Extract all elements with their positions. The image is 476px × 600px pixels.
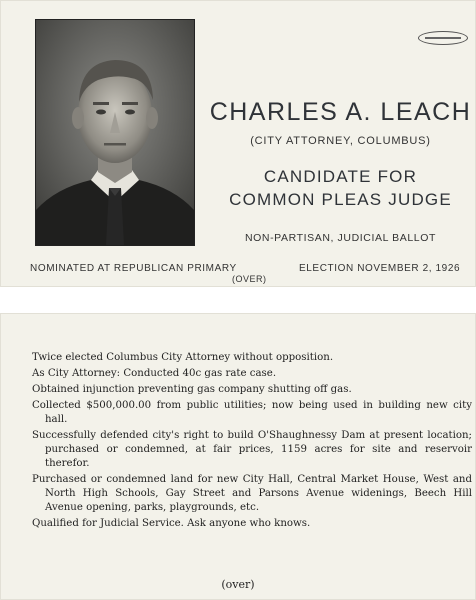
qualification-item: Collected $500,000.00 from public utilities; now being used in building new city hall. [32,400,472,425]
card-front [0,0,476,287]
qualification-item: Twice elected Columbus City Attorney without opposition. [32,352,334,363]
candidacy-line-1: CANDIDATE FOR [263,167,418,186]
nomination-note: NOMINATED AT REPUBLICAN PRIMARY [30,263,237,274]
over-note-back: (over) [221,578,255,591]
candidate-portrait [35,19,195,246]
qualification-item: Purchased or condemned land for new City Hall, Central Market House, West and North High Schools, Gay Street and Parsons Avenue widenings, Beech Hill Avenue opening, parks, playgrounds, etc. [32,474,472,513]
candidate-office: (CITY ATTORNEY, COLUMBUS) [250,135,431,147]
qualification-item: Successfully defended city's right to build O'Shaughnessy Dam at present location; purchased or condemned, at fair prices, 1159 acres for site and reservoir therefor. [32,430,472,469]
card-back [0,313,476,600]
candidate-name: CHARLES A. LEACH [209,98,472,126]
qualification-item: As City Attorney: Conducted 40c gas rate case. [32,368,277,379]
printer-union-seal [418,31,468,45]
portrait-image [36,20,194,245]
over-note-front: (OVER) [232,274,267,284]
qualification-item: Qualified for Judicial Service. Ask anyone who knows. [32,518,311,529]
election-date: ELECTION NOVEMBER 2, 1926 [299,263,461,274]
ballot-type: NON-PARTISAN, JUDICIAL BALLOT [244,232,437,244]
qualification-list [32,351,472,533]
candidacy-line-2: COMMON PLEAS JUDGE [229,190,452,209]
qualification-item: Obtained injunction preventing gas company shutting off gas. [32,384,352,395]
